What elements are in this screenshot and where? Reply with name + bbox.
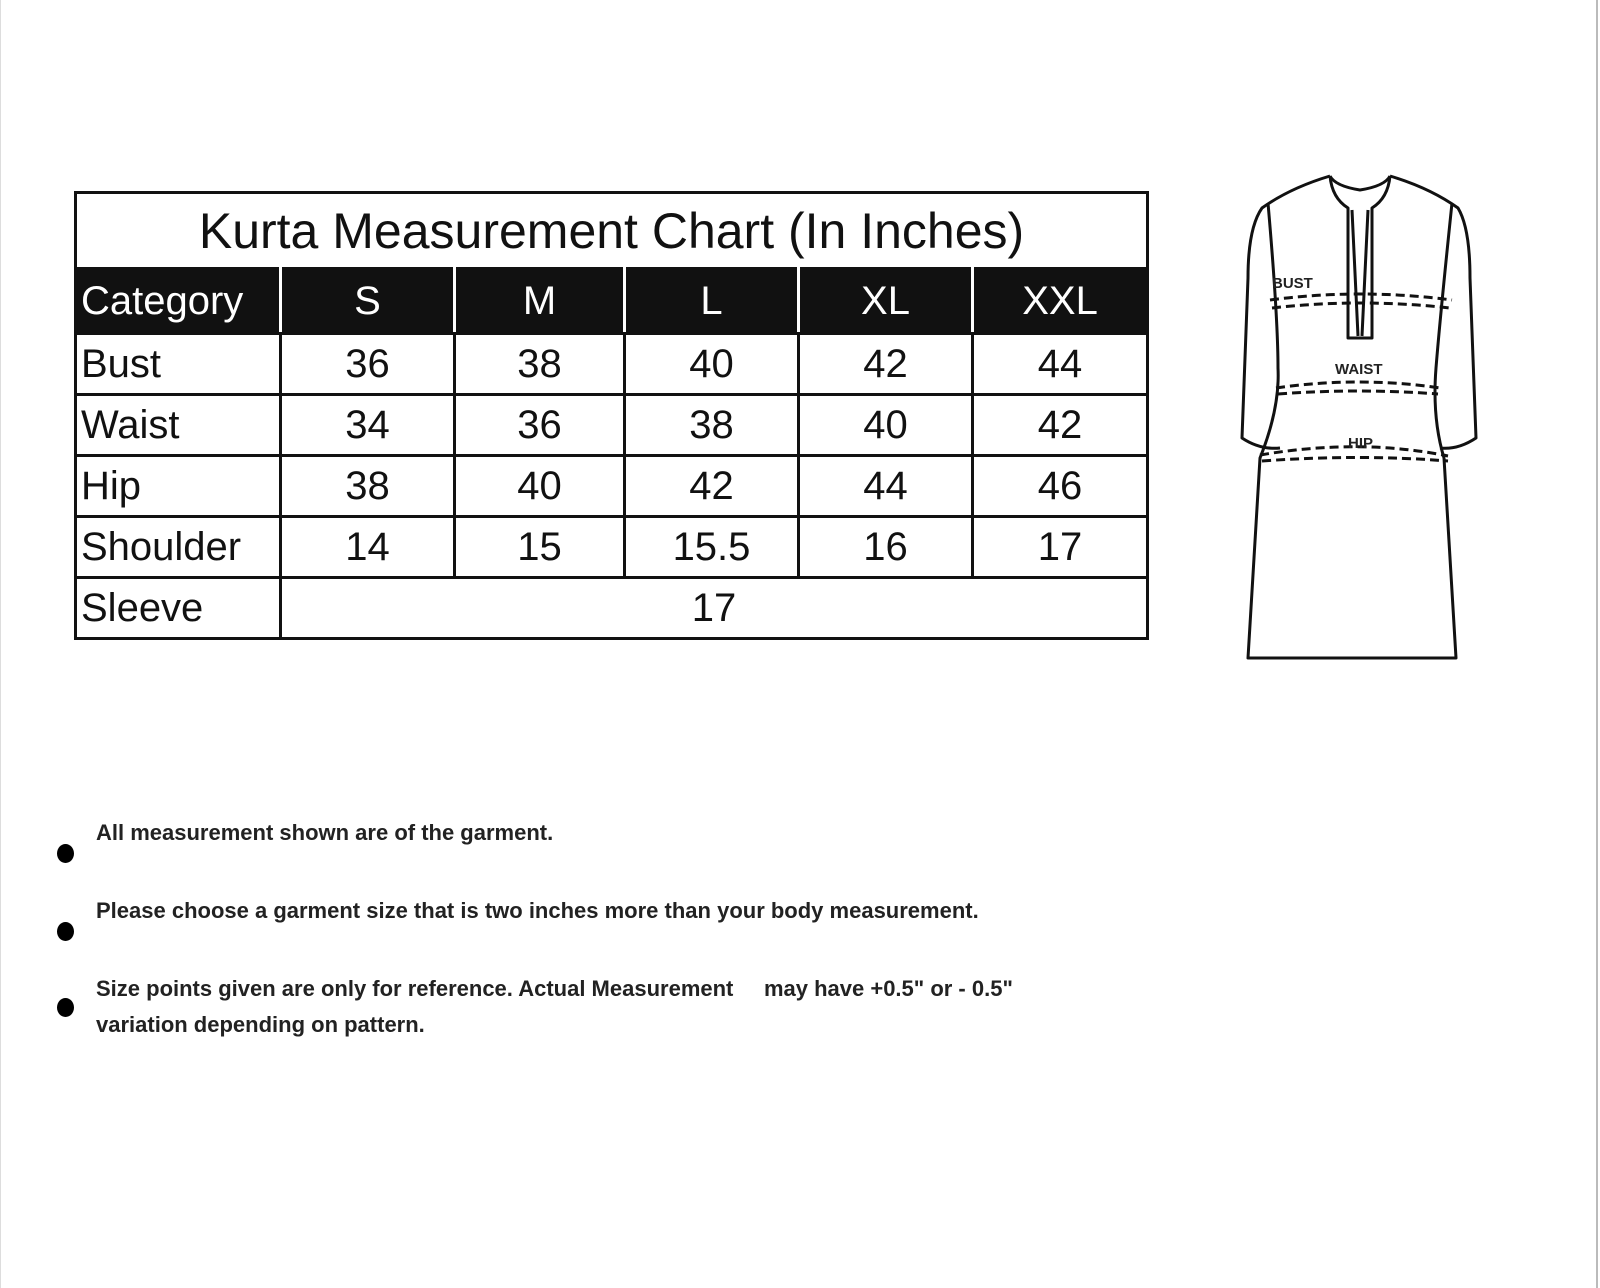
table-header-row: [76, 269, 1148, 334]
cell: 46: [973, 456, 1148, 517]
header-m: M: [455, 269, 625, 334]
note-item: Size points given are only for reference. Actual Measurement may have +0.5" or - 0.5" variation depending on pattern.: [96, 976, 1020, 1037]
cell: 34: [281, 395, 455, 456]
row-label: Sleeve: [76, 578, 281, 639]
cell: 44: [799, 456, 973, 517]
hip-label: HIP: [1348, 435, 1374, 452]
bullet-icon: [57, 998, 74, 1017]
page-edge-left: [0, 0, 1, 1288]
row-label: Hip: [76, 456, 281, 517]
bullet-icon: [57, 844, 74, 863]
body-outline: [1248, 203, 1456, 658]
cell: 17: [973, 517, 1148, 578]
page-edge-right: [1596, 0, 1598, 1288]
row-label: Shoulder: [76, 517, 281, 578]
cell: 15.5: [625, 517, 799, 578]
cell: 36: [455, 395, 625, 456]
left-sleeve-outline: [1242, 176, 1330, 448]
measurement-table: [74, 191, 1149, 640]
note-item: All measurement shown are of the garment.: [96, 820, 554, 845]
table-row-bust: [76, 334, 1148, 395]
header-category: Category: [76, 269, 281, 334]
kurta-diagram: [1240, 168, 1480, 678]
waist-line: [1276, 382, 1440, 388]
cell: 40: [455, 456, 625, 517]
waist-label: WAIST: [1335, 361, 1383, 378]
table-row-shoulder: [76, 517, 1148, 578]
cell: 40: [625, 334, 799, 395]
header-xxl: XXL: [973, 269, 1148, 334]
table-title: Kurta Measurement Chart (In Inches): [76, 193, 1148, 269]
cell: 15: [455, 517, 625, 578]
table-row-waist: [76, 395, 1148, 456]
cell: 40: [799, 395, 973, 456]
neckline: [1330, 176, 1390, 190]
placket-outline: [1330, 176, 1390, 338]
cell: 16: [799, 517, 973, 578]
header-xl: XL: [799, 269, 973, 334]
cell: 38: [455, 334, 625, 395]
bust-label: BUST: [1272, 275, 1313, 292]
bust-line: [1270, 294, 1452, 300]
header-s: S: [281, 269, 455, 334]
placket-inner: [1352, 210, 1368, 336]
cell: 36: [281, 334, 455, 395]
cell: 42: [799, 334, 973, 395]
table-row-hip: [76, 456, 1148, 517]
cell: 42: [625, 456, 799, 517]
table-row-sleeve: [76, 578, 1148, 639]
row-label: Bust: [76, 334, 281, 395]
cell: 44: [973, 334, 1148, 395]
row-label: Waist: [76, 395, 281, 456]
right-sleeve-outline: [1390, 176, 1476, 448]
cell: 42: [973, 395, 1148, 456]
bullet-icon: [57, 922, 74, 941]
header-l: L: [625, 269, 799, 334]
cell: 38: [625, 395, 799, 456]
cell: 38: [281, 456, 455, 517]
cell: 17: [281, 578, 1148, 639]
cell: 14: [281, 517, 455, 578]
note-item: Please choose a garment size that is two inches more than your body measurement.: [96, 898, 979, 923]
